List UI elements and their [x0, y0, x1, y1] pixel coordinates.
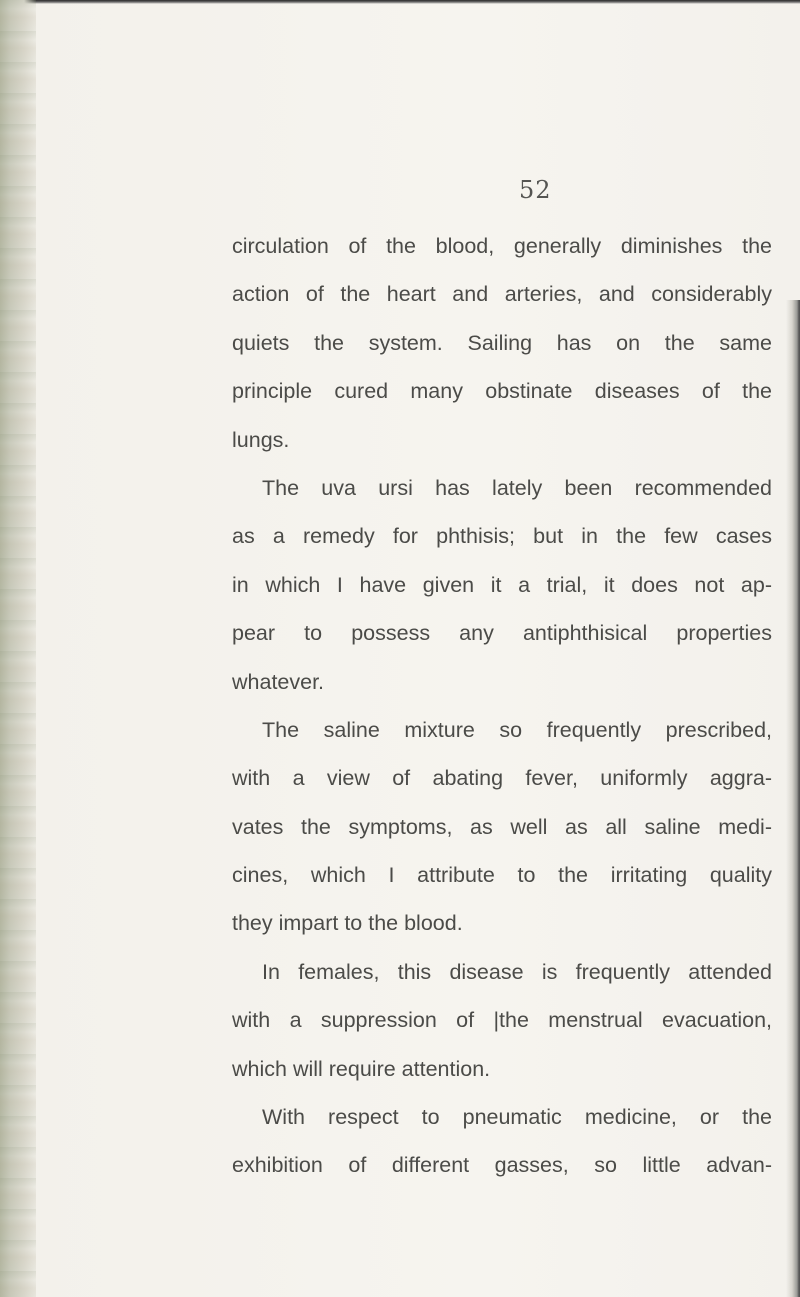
text-line: exhibition of different gasses, so little advan-: [232, 1153, 772, 1178]
text-line: action of the heart and arteries, and considerably: [232, 282, 772, 307]
page-number: 52: [519, 176, 552, 204]
text-line: which will require attention.: [232, 1056, 491, 1081]
text-line: The saline mixture so frequently prescribed,: [262, 717, 772, 742]
text-line: with a suppression of |the menstrual evacuation,: [232, 1008, 772, 1033]
page-binding-edge: [0, 0, 36, 1297]
text-line: they impart to the blood.: [232, 911, 463, 936]
page-top-edge: [0, 0, 800, 4]
text-line: In females, this disease is frequently attended: [262, 959, 772, 984]
text-line: whatever.: [232, 669, 325, 694]
text-line: pear to possess any antiphthisical properties: [232, 621, 772, 646]
text-line: vates the symptoms, as well as all saline medi-: [232, 814, 772, 839]
text-line: principle cured many obstinate diseases of the: [232, 379, 772, 404]
text-line: cines, which I attribute to the irritating quality: [232, 863, 772, 888]
text-line: The uva ursi has lately been recommended: [262, 475, 772, 500]
text-line: With respect to pneumatic medicine, or the: [262, 1105, 772, 1130]
body-text: [232, 222, 772, 1190]
text-line: as a remedy for phthisis; but in the few cases: [232, 524, 772, 549]
text-line: in which I have given it a trial, it does not ap-: [232, 572, 772, 597]
text-line: quiets the system. Sailing has on the same: [232, 330, 772, 355]
text-line: circulation of the blood, generally diminishes the: [232, 234, 772, 258]
text-line: with a view of abating fever, uniformly aggra-: [232, 766, 772, 791]
text-line: lungs.: [232, 427, 290, 452]
page-right-edge: [786, 300, 800, 1297]
